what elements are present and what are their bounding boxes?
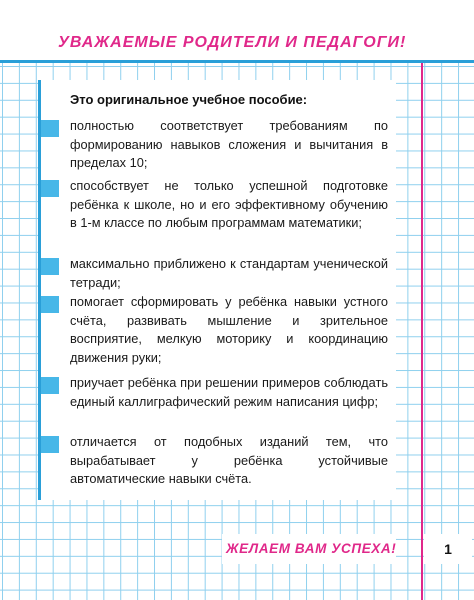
page-title: УВАЖАЕМЫЕ РОДИТЕЛИ И ПЕДАГОГИ!: [58, 34, 407, 51]
bullet-marker: [41, 180, 59, 197]
content-heading: Это оригинальное учебное пособие:: [70, 92, 308, 107]
list-item: максимально приближено к стандартам ученической тетради;: [70, 256, 388, 290]
header-band: [0, 0, 474, 62]
list-item: отличается от подобных изданий тем, что вырабатывает у ребёнка устойчивые автоматические навыки счёта.: [70, 434, 388, 487]
header-rule: [0, 60, 474, 63]
list-item: полностью соответствует требованиям по формированию навыков сложения и вычитания в пределах 10;: [70, 118, 388, 171]
bullet-marker: [41, 120, 59, 137]
list-item: приучает ребёнка при решении примеров соблюдать единый каллиграфический режим написания цифр;: [70, 375, 388, 409]
bullet-marker: [41, 436, 59, 453]
list-item: способствует не только успешной подготовке ребёнка к школе, но и его эффективному обучению в 1-м классе по любым программам математики;: [70, 178, 388, 231]
closing-slogan: ЖЕЛАЕМ ВАМ УСПЕХА!: [226, 541, 397, 556]
bullet-marker: [41, 296, 59, 313]
bullet-marker: [41, 377, 59, 394]
margin-line: [421, 63, 423, 600]
list-item: помогает сформировать у ребёнка навыки устного счёта, развивать мышление и зрительное восприятие, мелкую моторику и координацию движения руки;: [70, 294, 388, 365]
page-number: 1: [424, 534, 472, 564]
bullet-marker: [41, 258, 59, 275]
